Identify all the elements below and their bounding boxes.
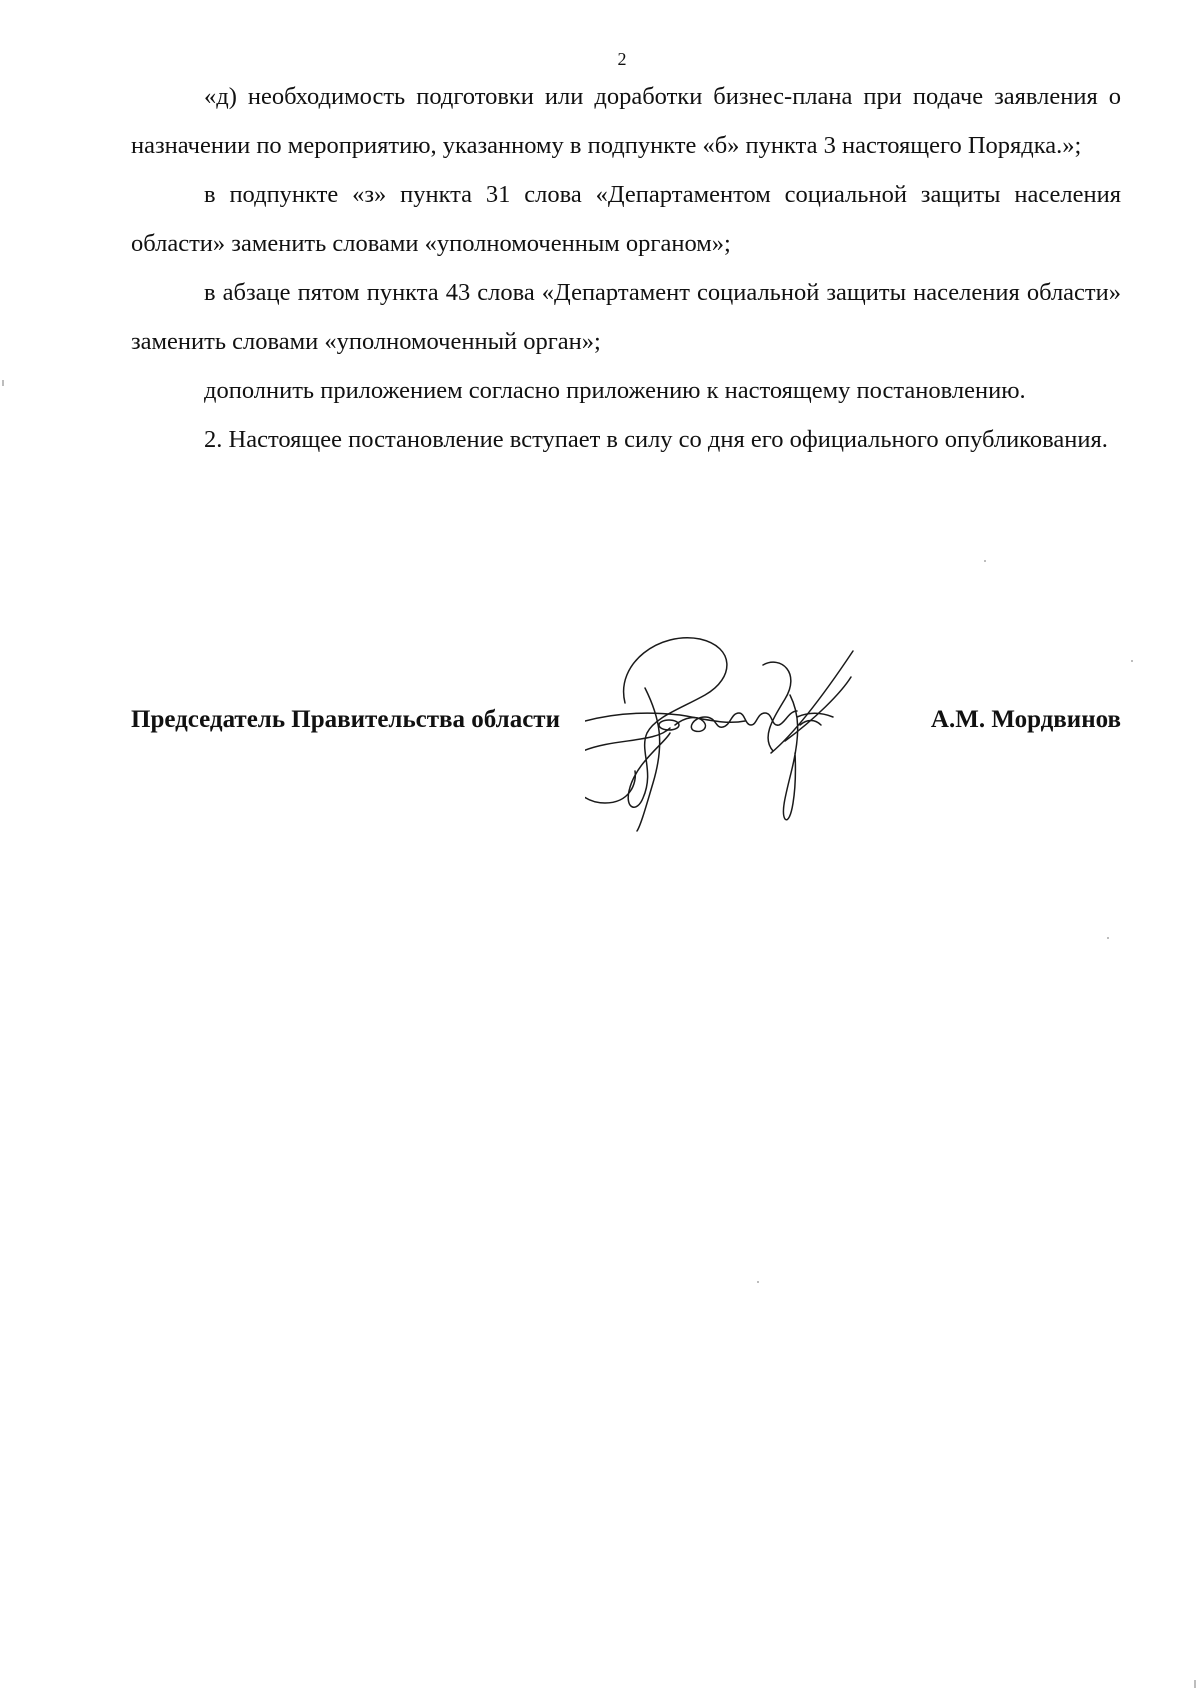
signatory-name: А.М. Мордвинов [930,706,1121,733]
paragraph-point-43: в абзаце пятом пункта 43 слова «Департамент социальной защиты населения области» заменить словами «уполномоченный орган»; [131,279,1121,355]
scan-speck [1131,660,1133,662]
scan-speck [2,380,4,386]
signatory-position: Председатель Правительства области [131,706,560,733]
scan-speck [757,1281,759,1283]
scan-speck [1194,1680,1196,1688]
paragraph-point-31: в подпункте «з» пункта 31 слова «Департаментом социальной защиты населения области» заменить словами «уполномоченным органом»; [131,181,1121,257]
handwritten-signature-icon [585,633,940,833]
paragraph-entry-into-force: 2. Настоящее постановление вступает в силу со дня его официального опубликования. [204,426,1108,453]
page-number: 2 [617,49,627,69]
paragraph-subpoint-d: «д) необходимость подготовки или доработки бизнес-плана при подаче заявления о назначении по мероприятию, указанному в подпункте «б» пункта 3 настоящего Порядка.»; [131,83,1121,159]
scan-speck [1107,937,1109,939]
scan-speck [984,560,986,562]
paragraph-appendix: дополнить приложением согласно приложению к настоящему постановлению. [204,377,1026,404]
document-body [131,72,1121,464]
